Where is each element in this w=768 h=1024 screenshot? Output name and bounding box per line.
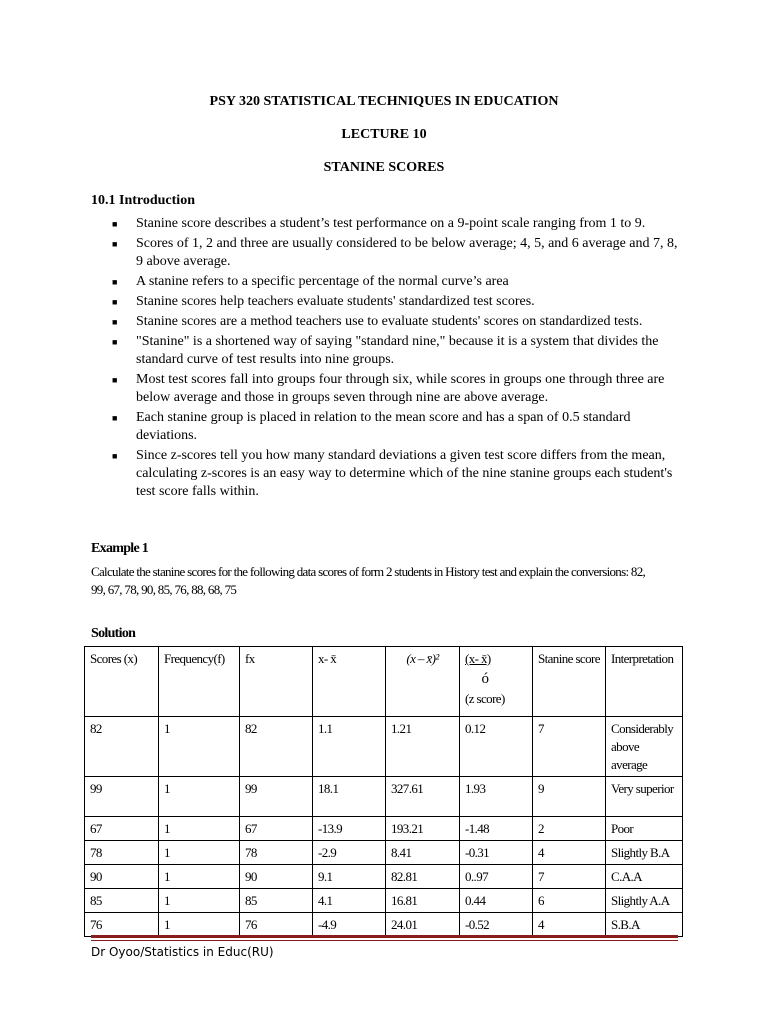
- bullet-square-icon: ■: [112, 413, 118, 423]
- table-header-row: [85, 647, 683, 717]
- table-row: 78 1 78 -2.9 8.41 -0.31 4 Slightly B.A: [85, 841, 683, 865]
- intro-bullet-list: [112, 215, 682, 503]
- example-text: Calculate the stanine scores for the following data scores of form 2 students in History test and explain the conversions: 82, 99, 67, 78, 90, 85, 76, 88, 68, 75: [91, 564, 646, 597]
- table-row: 99 1 99 18.1 327.61 1.93 9 Very superior: [85, 777, 683, 817]
- lecture-number: LECTURE 10: [341, 127, 427, 142]
- bullet-square-icon: ■: [112, 375, 118, 385]
- bullet-item: ■ A stanine refers to a specific percentage of the normal curve’s area: [112, 274, 509, 289]
- bullet-square-icon: ■: [112, 239, 118, 249]
- bullet-item: ■ Most test scores fall into groups four through six, while scores in groups one through three are below average and those in groups seven through nine are above average.: [112, 372, 665, 405]
- page-footer: Dr Oyoo/Statistics in Educ(RU): [91, 945, 274, 959]
- bullet-item: ■ Each stanine group is placed in relation to the mean score and has a span of 0.5 standard deviations.: [112, 410, 631, 443]
- bullet-item: ■ "Stanine" is a shortened way of saying "standard nine," because it is a system that divides the standard curve of test results into nine groups.: [112, 334, 659, 367]
- header-frequency: Frequency(f): [159, 647, 240, 717]
- header-fx: fx: [240, 647, 313, 717]
- bullet-square-icon: ■: [112, 277, 118, 287]
- z-numerator: (x- x̄): [465, 651, 491, 666]
- stanine-table: [84, 646, 683, 937]
- bullet-square-icon: ■: [112, 337, 118, 347]
- bullet-item: ■ Since z-scores tell you how many standard deviations a given test score differs from the mean, calculating z-scores is an easy way to determine which of the nine stanine groups each student's test score falls within.: [112, 448, 673, 499]
- table-row: 90 1 90 9.1 82.81 0..97 7 C.A.A: [85, 865, 683, 889]
- table-row: 67 1 67 -13.9 193.21 -1.48 2 Poor: [85, 817, 683, 841]
- header-z-score: [460, 647, 533, 717]
- bullet-square-icon: ■: [112, 297, 118, 307]
- header-stanine: Stanine score: [533, 647, 606, 717]
- footer-rule-thick: [91, 935, 678, 938]
- topic-title: STANINE SCORES: [323, 160, 445, 175]
- bullet-square-icon: ■: [112, 317, 118, 327]
- bullet-item: ■ Stanine scores help teachers evaluate students' standardized test scores.: [112, 294, 535, 309]
- table-row: 85 1 85 4.1 16.81 0.44 6 Slightly A.A: [85, 889, 683, 913]
- bullet-item: ■ Stanine score describes a student’s test performance on a 9-point scale ranging from 1 to 9.: [112, 216, 646, 231]
- table-row: 76 1 76 -4.9 24.01 -0.52 4 S.B.A: [85, 913, 683, 937]
- course-title: PSY 320 STATISTICAL TECHNIQUES IN EDUCATION: [209, 94, 559, 109]
- solution-label: Solution: [91, 626, 136, 641]
- footer-rule-thin: [91, 940, 678, 941]
- z-score-note: (z score): [465, 691, 505, 706]
- header-scores: Scores (x): [85, 647, 159, 717]
- bullet-square-icon: ■: [112, 219, 118, 229]
- bullet-square-icon: ■: [112, 451, 118, 461]
- header-deviation: x- x̄: [313, 647, 386, 717]
- header-interpretation: Interpretation: [606, 647, 683, 717]
- table-row: 82 1 82 1.1 1.21 0.12 7 Considerably above average: [85, 717, 683, 777]
- sigma-symbol: ó: [481, 671, 489, 687]
- intro-heading: 10.1 Introduction: [91, 193, 195, 208]
- header-deviation-squared: (x – x̄)²: [386, 647, 460, 717]
- bullet-item: ■ Stanine scores are a method teachers use to evaluate students' scores on standardized tests.: [112, 314, 643, 329]
- example-title: Example 1: [91, 541, 149, 556]
- bullet-item: ■ Scores of 1, 2 and three are usually considered to be below average; 4, 5, and 6 average and 7, 8, 9 above average.: [112, 236, 678, 269]
